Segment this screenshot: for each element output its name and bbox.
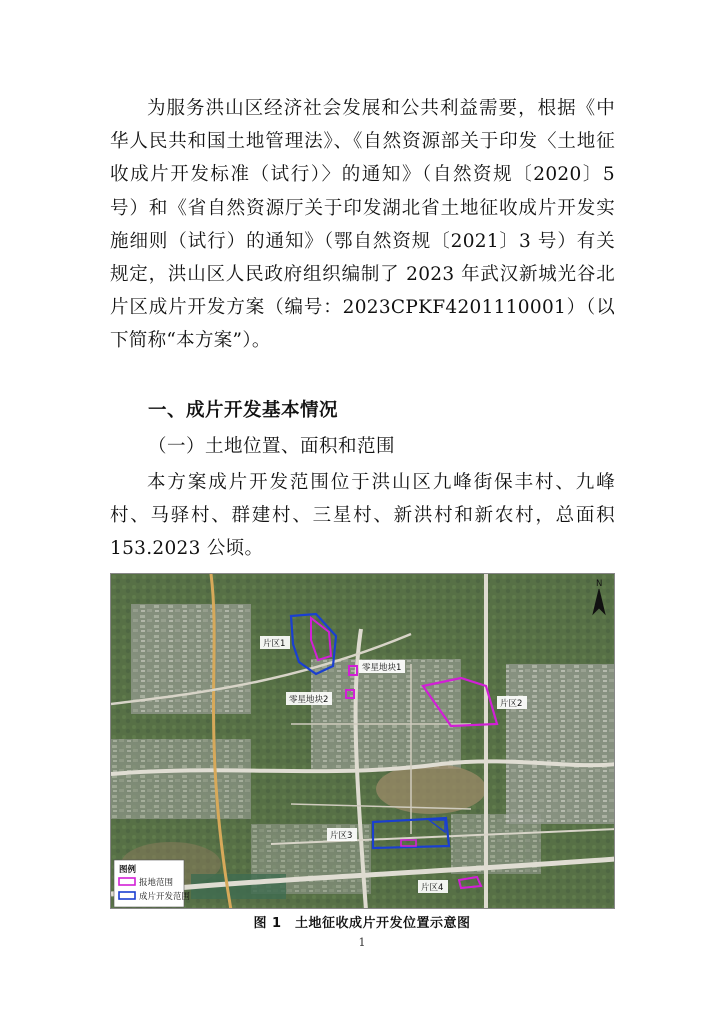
plot2-label: 零星地块2 [289,695,329,705]
section-heading: 一、成片开发基本情况 [148,400,339,421]
intro-paragraph: 为服务洪山区经济社会发展和公共利益需要，根据《中华人民共和国土地管理法》、《自然资源部关于印发〈土地征收成片开发标准（试行）〉的通知》（自然资规〔2020〕5 号）和《省自然资源厅关于印发湖北省土地征收成片开发实施细则（试行）的通知》（鄂自然资规〔2021〕3 号）有关规定，洪山区人民政府组织编制了 2023 年武汉新城光谷北片区成片开发方案（编号：2023CPKF4201110001）（以下简称“本方案”）。 [110,98,615,352]
subsection-heading: （一）土地位置、面积和范围 [148,436,396,457]
figure-caption: 图 1 土地征收成片开发位置示意图 [253,916,471,931]
plot1-label: 零星地块1 [362,663,402,673]
zone4-label: 片区4 [421,883,444,893]
page-number: 1 [358,936,366,949]
zone2-label: 片区2 [500,699,523,709]
legend-item-1: 报地范围 [139,878,174,888]
map-legend [114,860,190,907]
north-label: N [596,579,603,589]
legend-item-2: 成片开发范围 [139,892,191,902]
zone1-label: 片区1 [263,639,286,649]
legend-title: 图例 [119,865,137,875]
zone3-label: 片区3 [330,831,353,841]
location-map [110,573,615,909]
location-paragraph: 本方案成片开发范围位于洪山区九峰街保丰村、九峰村、马驿村、群建村、三星村、新洪村和新农村，总面积 153.2023 公顷。 [110,472,615,560]
